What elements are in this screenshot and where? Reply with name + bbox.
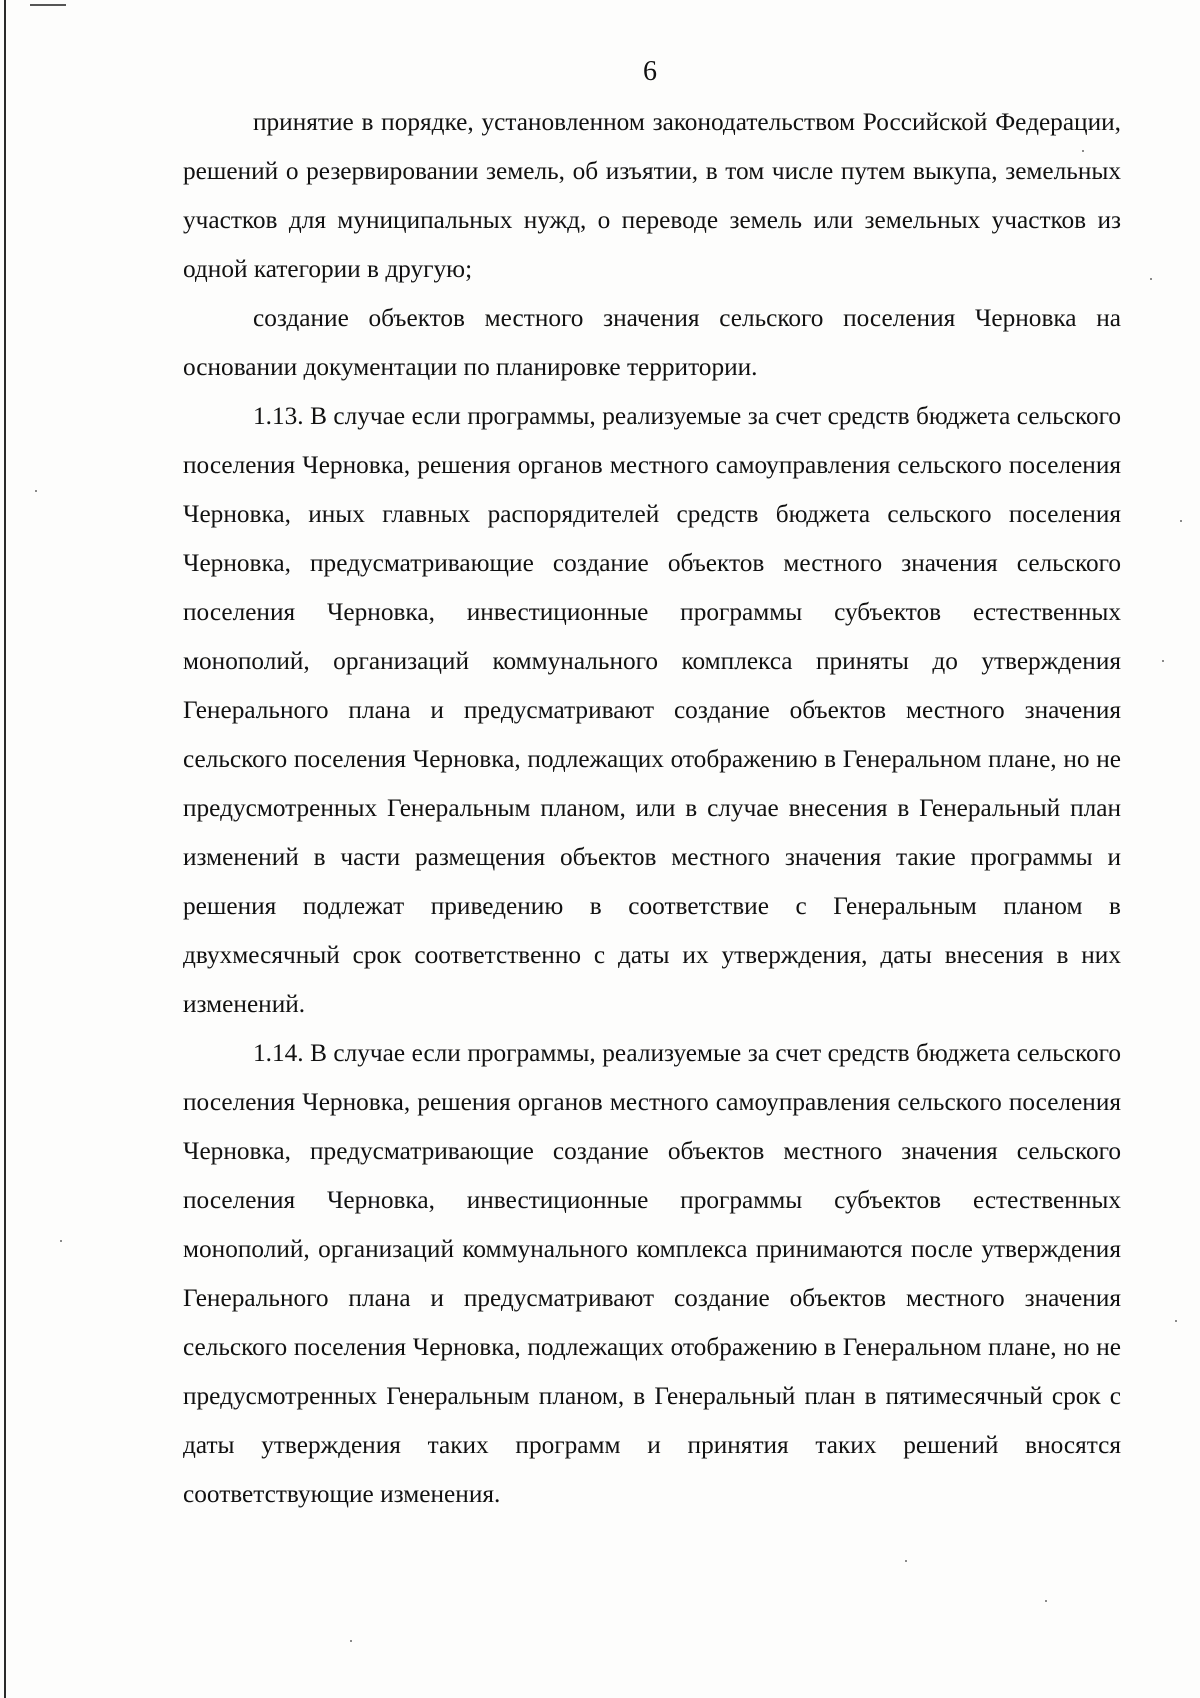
scan-speck — [1150, 278, 1152, 280]
paragraph-1-13: 1.13. В случае если программы, реализуемые за счет средств бюджета сельского поселения Черновка, решения органов местного самоуправления сельского поселения Черновка, иных главных распорядителей средств бюджета сельского поселения Черновка, предусматривающие создание объектов местного значения сельского поселения Черновка, инвестиционные программы субъектов естественных монополий, организаций коммунального комплекса приняты до утверждения Генерального плана и предусматривают создание объектов местного значения сельского поселения Черновка, подлежащих отображению в Генеральном плане, но не предусмотренных Генеральным планом, или в случае внесения в Генеральный план изменений в части размещения объектов местного значения такие программы и решения подлежат приведению в соответствие с Генеральным планом в двухмесячный срок соответственно с даты их утверждения, даты внесения в них изменений. — [183, 402, 1121, 1018]
scan-speck — [905, 1560, 907, 1562]
corner-mark — [30, 4, 66, 6]
scan-speck — [1175, 1320, 1177, 1322]
scan-speck — [60, 1240, 62, 1242]
page-number: 6 — [643, 56, 657, 87]
paragraph-reservation-of-land: принятие в порядке, установленном законодательством Российской Федерации, решений о резервировании земель, об изъятии, в том числе путем выкупа, земельных участков для муниципальных нужд, о переводе земель или земельных участков из одной категории в другую; — [183, 108, 1121, 283]
scan-speck — [1180, 520, 1182, 522]
scan-speck — [350, 1640, 352, 1642]
page-left-edge — [4, 0, 6, 1698]
paragraph-creation-of-objects: создание объектов местного значения сельского поселения Черновка на основании документации по планировке территории. — [183, 304, 1121, 381]
scan-speck — [35, 490, 37, 492]
paragraph-1-14: 1.14. В случае если программы, реализуемые за счет средств бюджета сельского поселения Черновка, решения органов местного самоуправления сельского поселения Черновка, предусматривающие создание объектов местного значения сельского поселения Черновка, инвестиционные программы субъектов естественных монополий, организаций коммунального комплекса принимаются после утверждения Генерального плана и предусматривают создание объектов местного значения сельского поселения Черновка, подлежащих отображению в Генеральном плане, но не предусмотренных Генеральным планом, в Генеральный план в пятимесячный срок с даты утверждения таких программ и принятия таких решений вносятся соответствующие изменения. — [183, 1039, 1121, 1508]
scan-speck — [1162, 660, 1164, 662]
document-body — [183, 98, 1121, 1519]
scan-speck — [1082, 150, 1084, 152]
scan-speck — [1045, 1600, 1047, 1602]
